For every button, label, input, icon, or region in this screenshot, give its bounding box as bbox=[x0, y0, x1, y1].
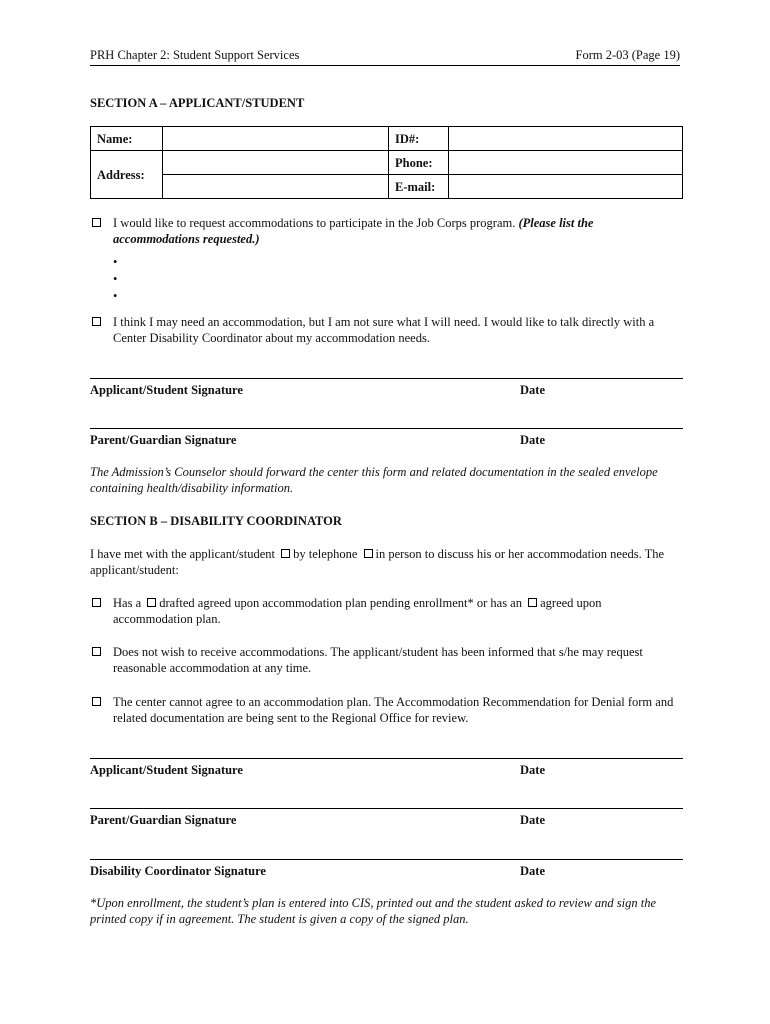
coordinator-signature-label: Disability Coordinator Signature bbox=[90, 864, 266, 878]
id-label: ID#: bbox=[389, 127, 449, 151]
guardian-date-label: Date bbox=[520, 813, 545, 827]
by-telephone-checkbox[interactable] bbox=[281, 549, 290, 558]
drafted-plan-checkbox[interactable] bbox=[147, 598, 156, 607]
request-accommodations-statement: I would like to request accommodations to participate in the Job Corps program. bbox=[113, 216, 516, 230]
applicant-info-table bbox=[90, 126, 683, 199]
applicant-date-label: Date bbox=[520, 763, 545, 777]
address-label: Address: bbox=[91, 151, 163, 199]
has-plan-start: Has a bbox=[113, 596, 142, 610]
id-field[interactable] bbox=[449, 127, 683, 151]
applicant-signature-label: Applicant/Student Signature bbox=[90, 763, 243, 777]
section-a-title: SECTION A – APPLICANT/STUDENT bbox=[90, 96, 305, 110]
by-telephone-label: by telephone bbox=[293, 547, 358, 561]
header-form-number: Form 2-03 (Page 19) bbox=[575, 48, 680, 62]
guardian-signature-label: Parent/Guardian Signature bbox=[90, 433, 237, 447]
guardian-signature-label: Parent/Guardian Signature bbox=[90, 813, 237, 827]
name-field[interactable] bbox=[163, 127, 389, 151]
signature-line bbox=[90, 859, 683, 860]
address-field-line1[interactable] bbox=[163, 151, 389, 175]
section-b-title: SECTION B – DISABILITY COORDINATOR bbox=[90, 514, 342, 528]
request-accommodations-instruction: (Please list the accommodations requested.) bbox=[113, 216, 594, 246]
signature-line bbox=[90, 428, 683, 429]
admission-counselor-note: The Admission’s Counselor should forward the center this form and related documentation in the sealed envelope containing health/disability information. bbox=[90, 465, 658, 495]
request-accommodations-checkbox[interactable] bbox=[92, 218, 101, 227]
coordinator-date-label: Date bbox=[520, 864, 545, 878]
address-field-line2[interactable] bbox=[163, 175, 389, 199]
name-label: Name: bbox=[91, 127, 163, 151]
talk-to-coordinator-text: I think I may need an accommodation, but I am not sure what I will need. I would like to talk directly with a Center Disability Coordinator about my accommodation needs. bbox=[113, 315, 655, 345]
in-person-label: in person to discuss his or her accommodation needs. The applicant/student: bbox=[90, 547, 665, 577]
phone-field[interactable] bbox=[449, 151, 683, 175]
has-plan-text bbox=[113, 595, 683, 627]
header-chapter-title: PRH Chapter 2: Student Support Services bbox=[90, 48, 300, 62]
signature-line bbox=[90, 758, 683, 759]
applicant-date-label: Date bbox=[520, 383, 545, 397]
enrollment-footnote: *Upon enrollment, the student’s plan is entered into CIS, printed out and the student asked to review and sign the printed copy if in agreement. The student is given a copy of the signed plan. bbox=[90, 896, 657, 926]
coordinator-intro bbox=[90, 546, 685, 578]
agreed-plan-label: agreed upon accommodation plan. bbox=[113, 596, 602, 626]
drafted-plan-label: drafted agreed upon accommodation plan pending enrollment* or has an bbox=[159, 596, 522, 610]
coordinator-intro-start: I have met with the applicant/student bbox=[90, 547, 276, 561]
guardian-date-label: Date bbox=[520, 433, 545, 447]
signature-line bbox=[90, 808, 683, 809]
request-accommodations-text bbox=[113, 215, 683, 247]
signature-line bbox=[90, 378, 683, 379]
cannot-agree-checkbox[interactable] bbox=[92, 697, 101, 706]
phone-label: Phone: bbox=[389, 151, 449, 175]
no-accommodations-text: Does not wish to receive accommodations. The applicant/student has been informed that s/he may request reasonable accommodation at any time. bbox=[113, 645, 643, 675]
header-divider bbox=[90, 65, 680, 66]
has-plan-checkbox[interactable] bbox=[92, 598, 101, 607]
email-label: E-mail: bbox=[389, 175, 449, 199]
email-field[interactable] bbox=[449, 175, 683, 199]
cannot-agree-text: The center cannot agree to an accommodation plan. The Accommodation Recommendation for Denial form and related documentation are being sent to the Regional Office for review. bbox=[113, 695, 674, 725]
applicant-signature-label: Applicant/Student Signature bbox=[90, 383, 243, 397]
talk-to-coordinator-checkbox[interactable] bbox=[92, 317, 101, 326]
in-person-checkbox[interactable] bbox=[364, 549, 373, 558]
agreed-plan-checkbox[interactable] bbox=[528, 598, 537, 607]
no-accommodations-checkbox[interactable] bbox=[92, 647, 101, 656]
